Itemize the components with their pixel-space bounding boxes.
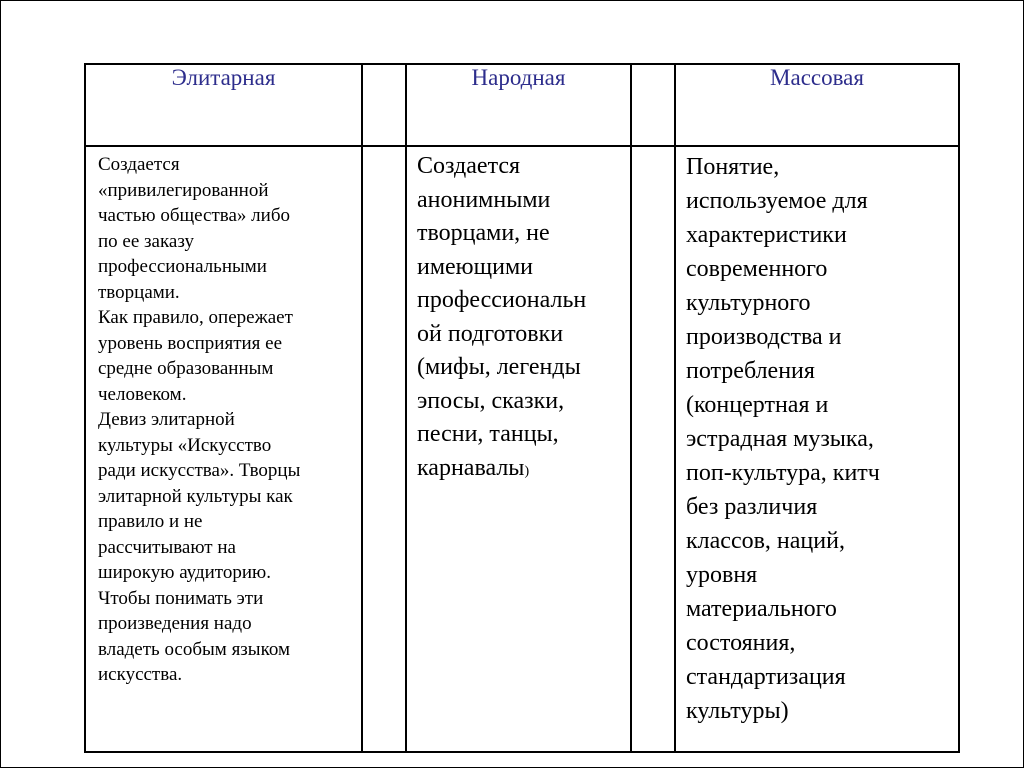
mass-cell	[675, 146, 959, 752]
header-folk: Народная	[406, 64, 631, 146]
elite-description: Создается «привилегированной частью общества» либо по ее заказу профессиональными творцами. Как правило, опережает уровень восприятия ее средне образованным человеком. Девиз элитарной культуры «Искусство ради искусства». Творцы элитарной культуры как правило и не рассчитывают на широкую аудиторию. Чтобы понимать эти произведения надо владеть особым языком искусства.	[98, 154, 301, 685]
folk-closing-paren: )	[524, 463, 530, 479]
folk-description-text: Создается анонимными творцами, не имеющими профессиональн ой подготовки (мифы, легенды эпосы, сказки, песни, танцы, карнавалы	[417, 153, 587, 481]
culture-types-table	[84, 63, 960, 753]
empty-body-cell-2	[631, 146, 675, 752]
empty-body-cell-1	[362, 146, 406, 752]
header-elite: Элитарная	[85, 64, 362, 146]
folk-cell	[406, 146, 631, 752]
empty-header-cell-1	[362, 64, 406, 146]
empty-header-cell-2	[631, 64, 675, 146]
elite-cell	[85, 146, 362, 752]
mass-description: Понятие, используемое для характеристики современного культурного производства и потребления (концертная и эстрадная музыка, поп-культура, китч без различия классов, наций, уровня материального состояния, стандартизация культуры)	[686, 154, 880, 724]
header-mass: Массовая	[675, 64, 959, 146]
folk-description	[407, 147, 630, 488]
body-row	[85, 146, 959, 752]
header-row	[85, 64, 959, 146]
